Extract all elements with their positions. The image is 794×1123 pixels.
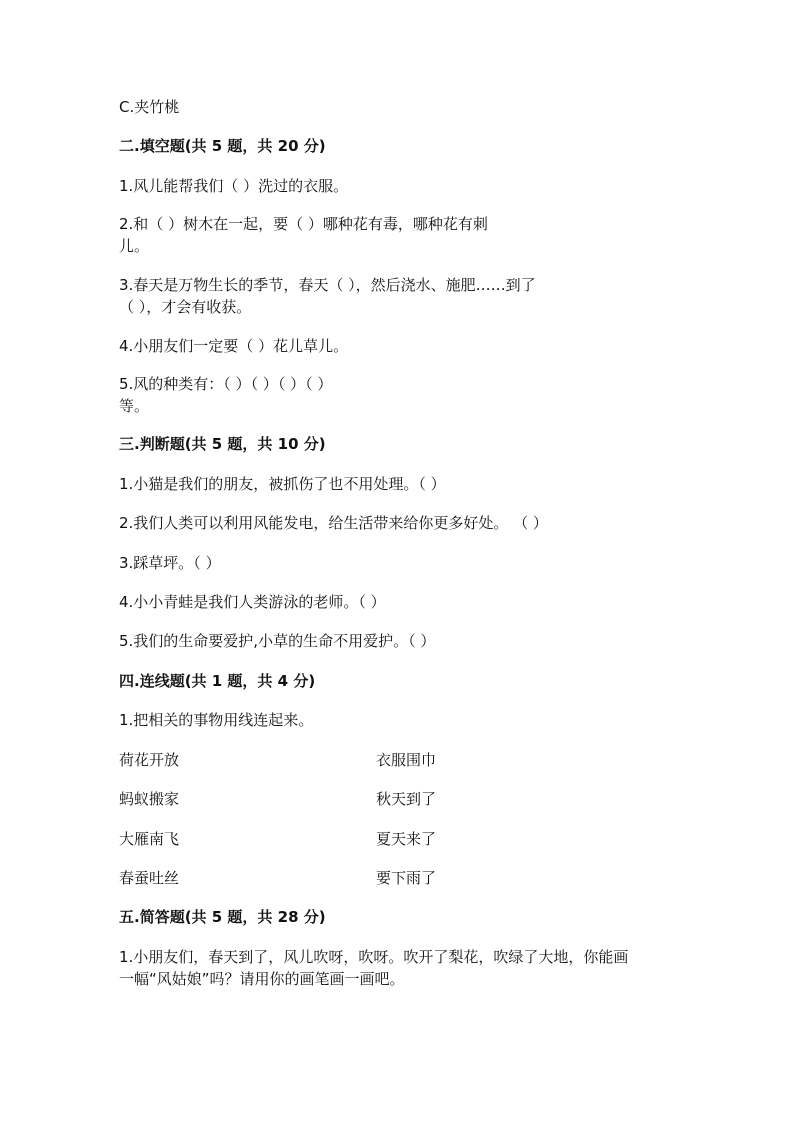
section-judge-title: 三.判断题(共 5 题，共 10 分)	[119, 435, 326, 453]
fill-question-2-line-2: 儿。	[119, 237, 150, 255]
judge-question-2: 2.我们人类可以利用风能发电，给生活带来给你更多好处。 （ ）	[119, 514, 548, 532]
fill-question-5-line-1: 5.风的种类有：（ ）（ ）（ ）（ ）	[119, 375, 333, 393]
judge-question-1: 1.小猫是我们的朋友，被抓伤了也不用处理。（ ）	[119, 475, 446, 493]
judge-question-4: 4.小小青蛙是我们人类游泳的老师。（ ）	[119, 593, 386, 611]
judge-question-3: 3.踩草坪。（ ）	[119, 554, 221, 572]
match-left-item[interactable]: 荷花开放	[119, 751, 180, 769]
fill-question-3-line-2: （ ），才会有收获。	[119, 298, 252, 316]
section-short-title: 五.简答题(共 5 题，共 28 分)	[119, 908, 326, 926]
fill-question-5-line-2: 等。	[119, 397, 150, 415]
match-left-item[interactable]: 春蚕吐丝	[119, 869, 180, 887]
match-right-item[interactable]: 衣服围巾	[376, 751, 437, 769]
fill-question-4: 4.小朋友们一定要（ ）花儿草儿。	[119, 337, 349, 355]
match-right-item[interactable]: 要下雨了	[376, 869, 437, 887]
section-match-title: 四.连线题(共 1 题，共 4 分)	[119, 672, 316, 690]
match-left-item[interactable]: 蚂蚁搬家	[119, 790, 180, 808]
match-right-item[interactable]: 秋天到了	[376, 790, 437, 808]
fill-question-3-line-1: 3.春天是万物生长的季节，春天（ ），然后浇水、施肥……到了	[119, 276, 536, 294]
short-question-1-line-2: 一幅“风姑娘”吗？请用你的画笔画一画吧。	[119, 970, 405, 988]
choice-option-c: C.夹竹桃	[119, 98, 180, 116]
fill-question-2-line-1: 2.和（ ）树木在一起，要（ ）哪种花有毒，哪种花有刺	[119, 215, 488, 233]
match-right-item[interactable]: 夏天来了	[376, 830, 437, 848]
match-question-1: 1.把相关的事物用线连起来。	[119, 711, 314, 729]
section-fill-title: 二.填空题(共 5 题，共 20 分)	[119, 137, 326, 155]
short-question-1-line-1: 1.小朋友们，春天到了，风儿吹呀，吹呀。吹开了梨花，吹绿了大地，你能画	[119, 948, 629, 966]
fill-question-1: 1.风儿能帮我们（ ）洗过的衣服。	[119, 177, 349, 195]
judge-question-5: 5.我们的生命要爱护,小草的生命不用爱护。（ ）	[119, 632, 436, 650]
match-left-item[interactable]: 大雁南飞	[119, 830, 180, 848]
